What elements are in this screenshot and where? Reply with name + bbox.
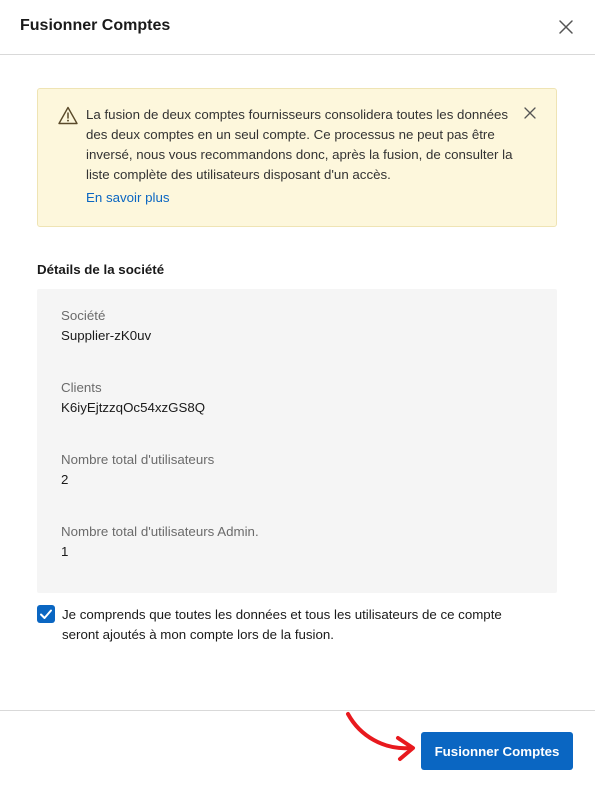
learn-more-link[interactable]: En savoir plus bbox=[86, 190, 170, 205]
dialog-title: Fusionner Comptes bbox=[20, 17, 171, 34]
confirm-label[interactable]: Je comprends que toutes les données et tous les utilisateurs de ce compte seront ajoutés à mon compte lors de la fusion. bbox=[62, 607, 502, 642]
company-field bbox=[61, 307, 151, 344]
field-value: K6iyEjtzzqOc54xzGS8Q bbox=[61, 400, 206, 415]
warning-icon bbox=[58, 106, 78, 125]
clients-field bbox=[61, 379, 205, 416]
alert-close-icon[interactable] bbox=[524, 107, 536, 119]
merge-accounts-button[interactable]: Fusionner Comptes bbox=[421, 732, 573, 770]
confirm-checkbox[interactable] bbox=[37, 605, 55, 623]
warning-alert bbox=[37, 88, 557, 227]
field-value: 2 bbox=[61, 472, 69, 487]
dialog-header bbox=[0, 0, 595, 55]
field-label: Nombre total d'utilisateurs Admin. bbox=[61, 524, 259, 539]
checkmark-icon bbox=[37, 605, 55, 623]
company-details-title: Détails de la société bbox=[37, 262, 165, 277]
company-details-panel bbox=[37, 289, 557, 593]
dialog-footer bbox=[0, 710, 595, 787]
field-value: 1 bbox=[61, 544, 69, 559]
field-label: Société bbox=[61, 308, 106, 323]
total-users-field bbox=[61, 451, 214, 488]
close-icon[interactable] bbox=[557, 18, 575, 36]
field-label: Nombre total d'utilisateurs bbox=[61, 452, 215, 467]
field-label: Clients bbox=[61, 380, 102, 395]
total-admin-users-field bbox=[61, 523, 259, 560]
alert-message: La fusion de deux comptes fournisseurs consolidera toutes les données des deux comptes en un seul compte. Ce processus ne peut pas être inversé, nous vous recommandons donc, après la fusion, de consulter la liste complète des utilisateurs disposant d'un accès. bbox=[86, 107, 513, 182]
field-value: Supplier-zK0uv bbox=[61, 328, 152, 343]
